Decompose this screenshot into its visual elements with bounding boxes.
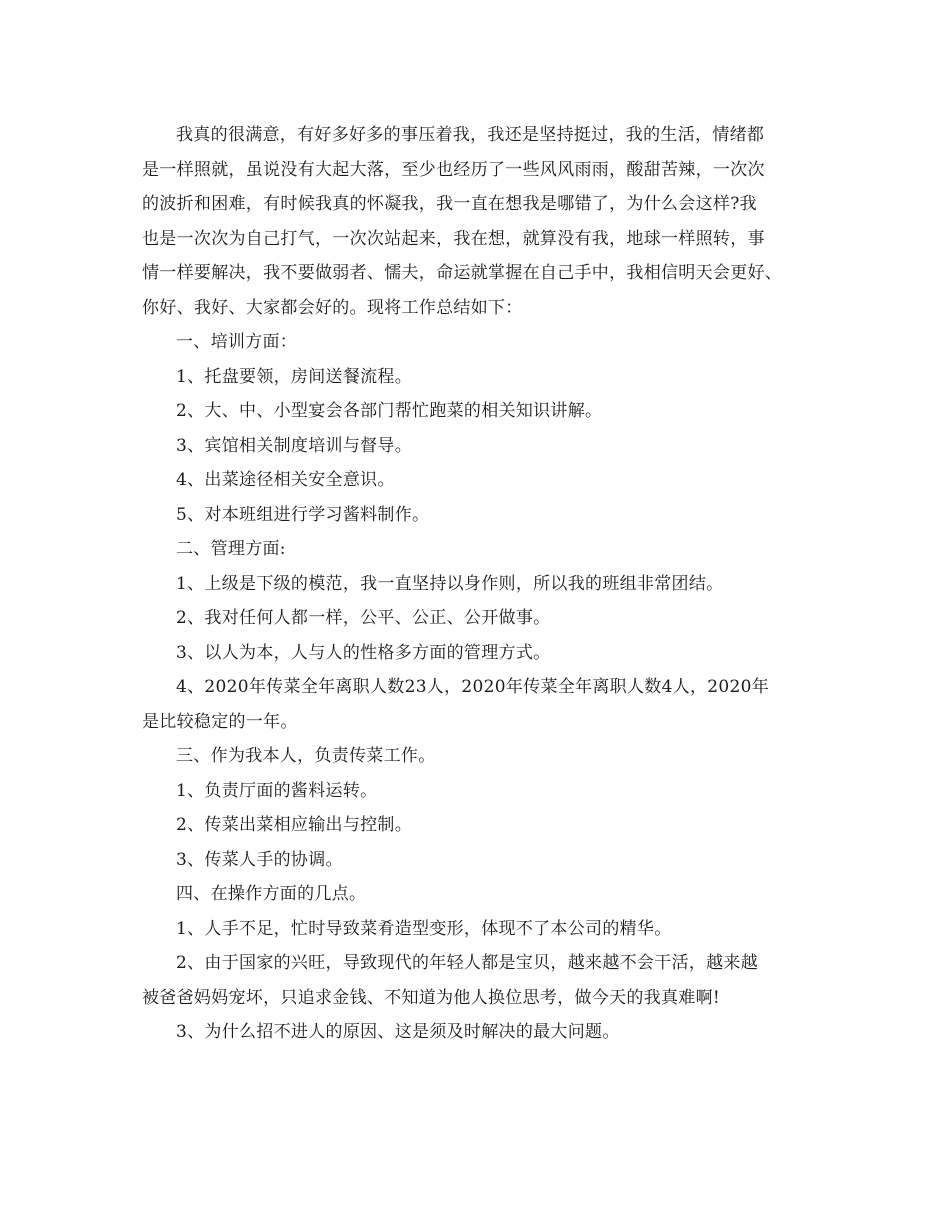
management-item-4-line: 是比较稳定的一年。 bbox=[142, 711, 298, 732]
intro-line: 也是一次次为自己打气，一次次站起来，我在想，就算没有我，地球一样照转，事 bbox=[142, 228, 765, 249]
intro-line: 情一样要解决，我不要做弱者、懦夫，命运就掌握在自己手中，我相信明天会更好、 bbox=[142, 263, 783, 283]
intro-line: 我真的很满意，有好多好多的事压着我，我还是坚持挺过，我的生活，情绪都 bbox=[176, 125, 765, 145]
personal-item: 2、传菜出菜相应输出与控制。 bbox=[176, 815, 413, 835]
section-heading-training: 一、培训方面： bbox=[176, 332, 298, 352]
management-item: 1、上级是下级的模范，我一直坚持以身作则，所以我的班组非常团结。 bbox=[176, 573, 724, 594]
operations-item: 3、为什么招不进人的原因、这是须及时解决的最大问题。 bbox=[176, 1022, 620, 1042]
training-item: 2、大、中、小型宴会各部门帮忙跑菜的相关知识讲解。 bbox=[176, 401, 603, 421]
intro-line: 的波折和困难，有时候我真的怀凝我，我一直在想我是哪错了，为什么会这样?我 bbox=[142, 194, 757, 214]
training-item: 5、对本班组进行学习酱料制作。 bbox=[176, 504, 430, 525]
management-item: 2、我对任何人都一样，公平、公正、公开做事。 bbox=[176, 608, 551, 628]
section-heading-management: 二、管理方面: bbox=[176, 539, 286, 559]
management-item: 3、以人为本，人与人的性格多方面的管理方式。 bbox=[176, 642, 551, 663]
section-heading-personal: 三、作为我本人，负责传菜工作。 bbox=[176, 746, 436, 766]
personal-item: 3、传菜人手的协调。 bbox=[176, 849, 343, 870]
operations-item: 1、人手不足，忙时导致菜肴造型变形，体现不了本公司的精华。 bbox=[176, 918, 672, 939]
section-heading-operations: 四、在操作方面的几点。 bbox=[176, 884, 367, 904]
training-item: 1、托盘要领，房间送餐流程。 bbox=[176, 366, 413, 387]
intro-line: 你好、我好、大家都会好的。现将工作总结如下： bbox=[142, 297, 523, 318]
operations-item-2-line: 被爸爸妈妈宠坏，只追求金钱、不知道为他人换位思考，做今天的我真难啊! bbox=[142, 987, 721, 1008]
management-item-4-line: 4、2020年传菜全年离职人数23人，2020年传菜全年离职人数4人，2020年 bbox=[176, 677, 770, 697]
personal-item: 1、负责厅面的酱料运转。 bbox=[176, 780, 378, 801]
training-item: 4、出菜途径相关安全意识。 bbox=[176, 470, 395, 490]
document-body bbox=[142, 118, 812, 1050]
operations-item-2 bbox=[142, 946, 812, 1015]
intro-line: 是一样照就，虽说没有大起大落，至少也经历了一些风风雨雨，酸甜苦辣，一次次 bbox=[142, 159, 765, 180]
management-item-4 bbox=[142, 670, 812, 739]
operations-item-2-line: 2、由于国家的兴旺，导致现代的年轻人都是宝贝，越来越不会干活，越来越 bbox=[176, 953, 759, 973]
intro-paragraph bbox=[142, 118, 812, 325]
training-item: 3、宾馆相关制度培训与督导。 bbox=[176, 435, 413, 456]
